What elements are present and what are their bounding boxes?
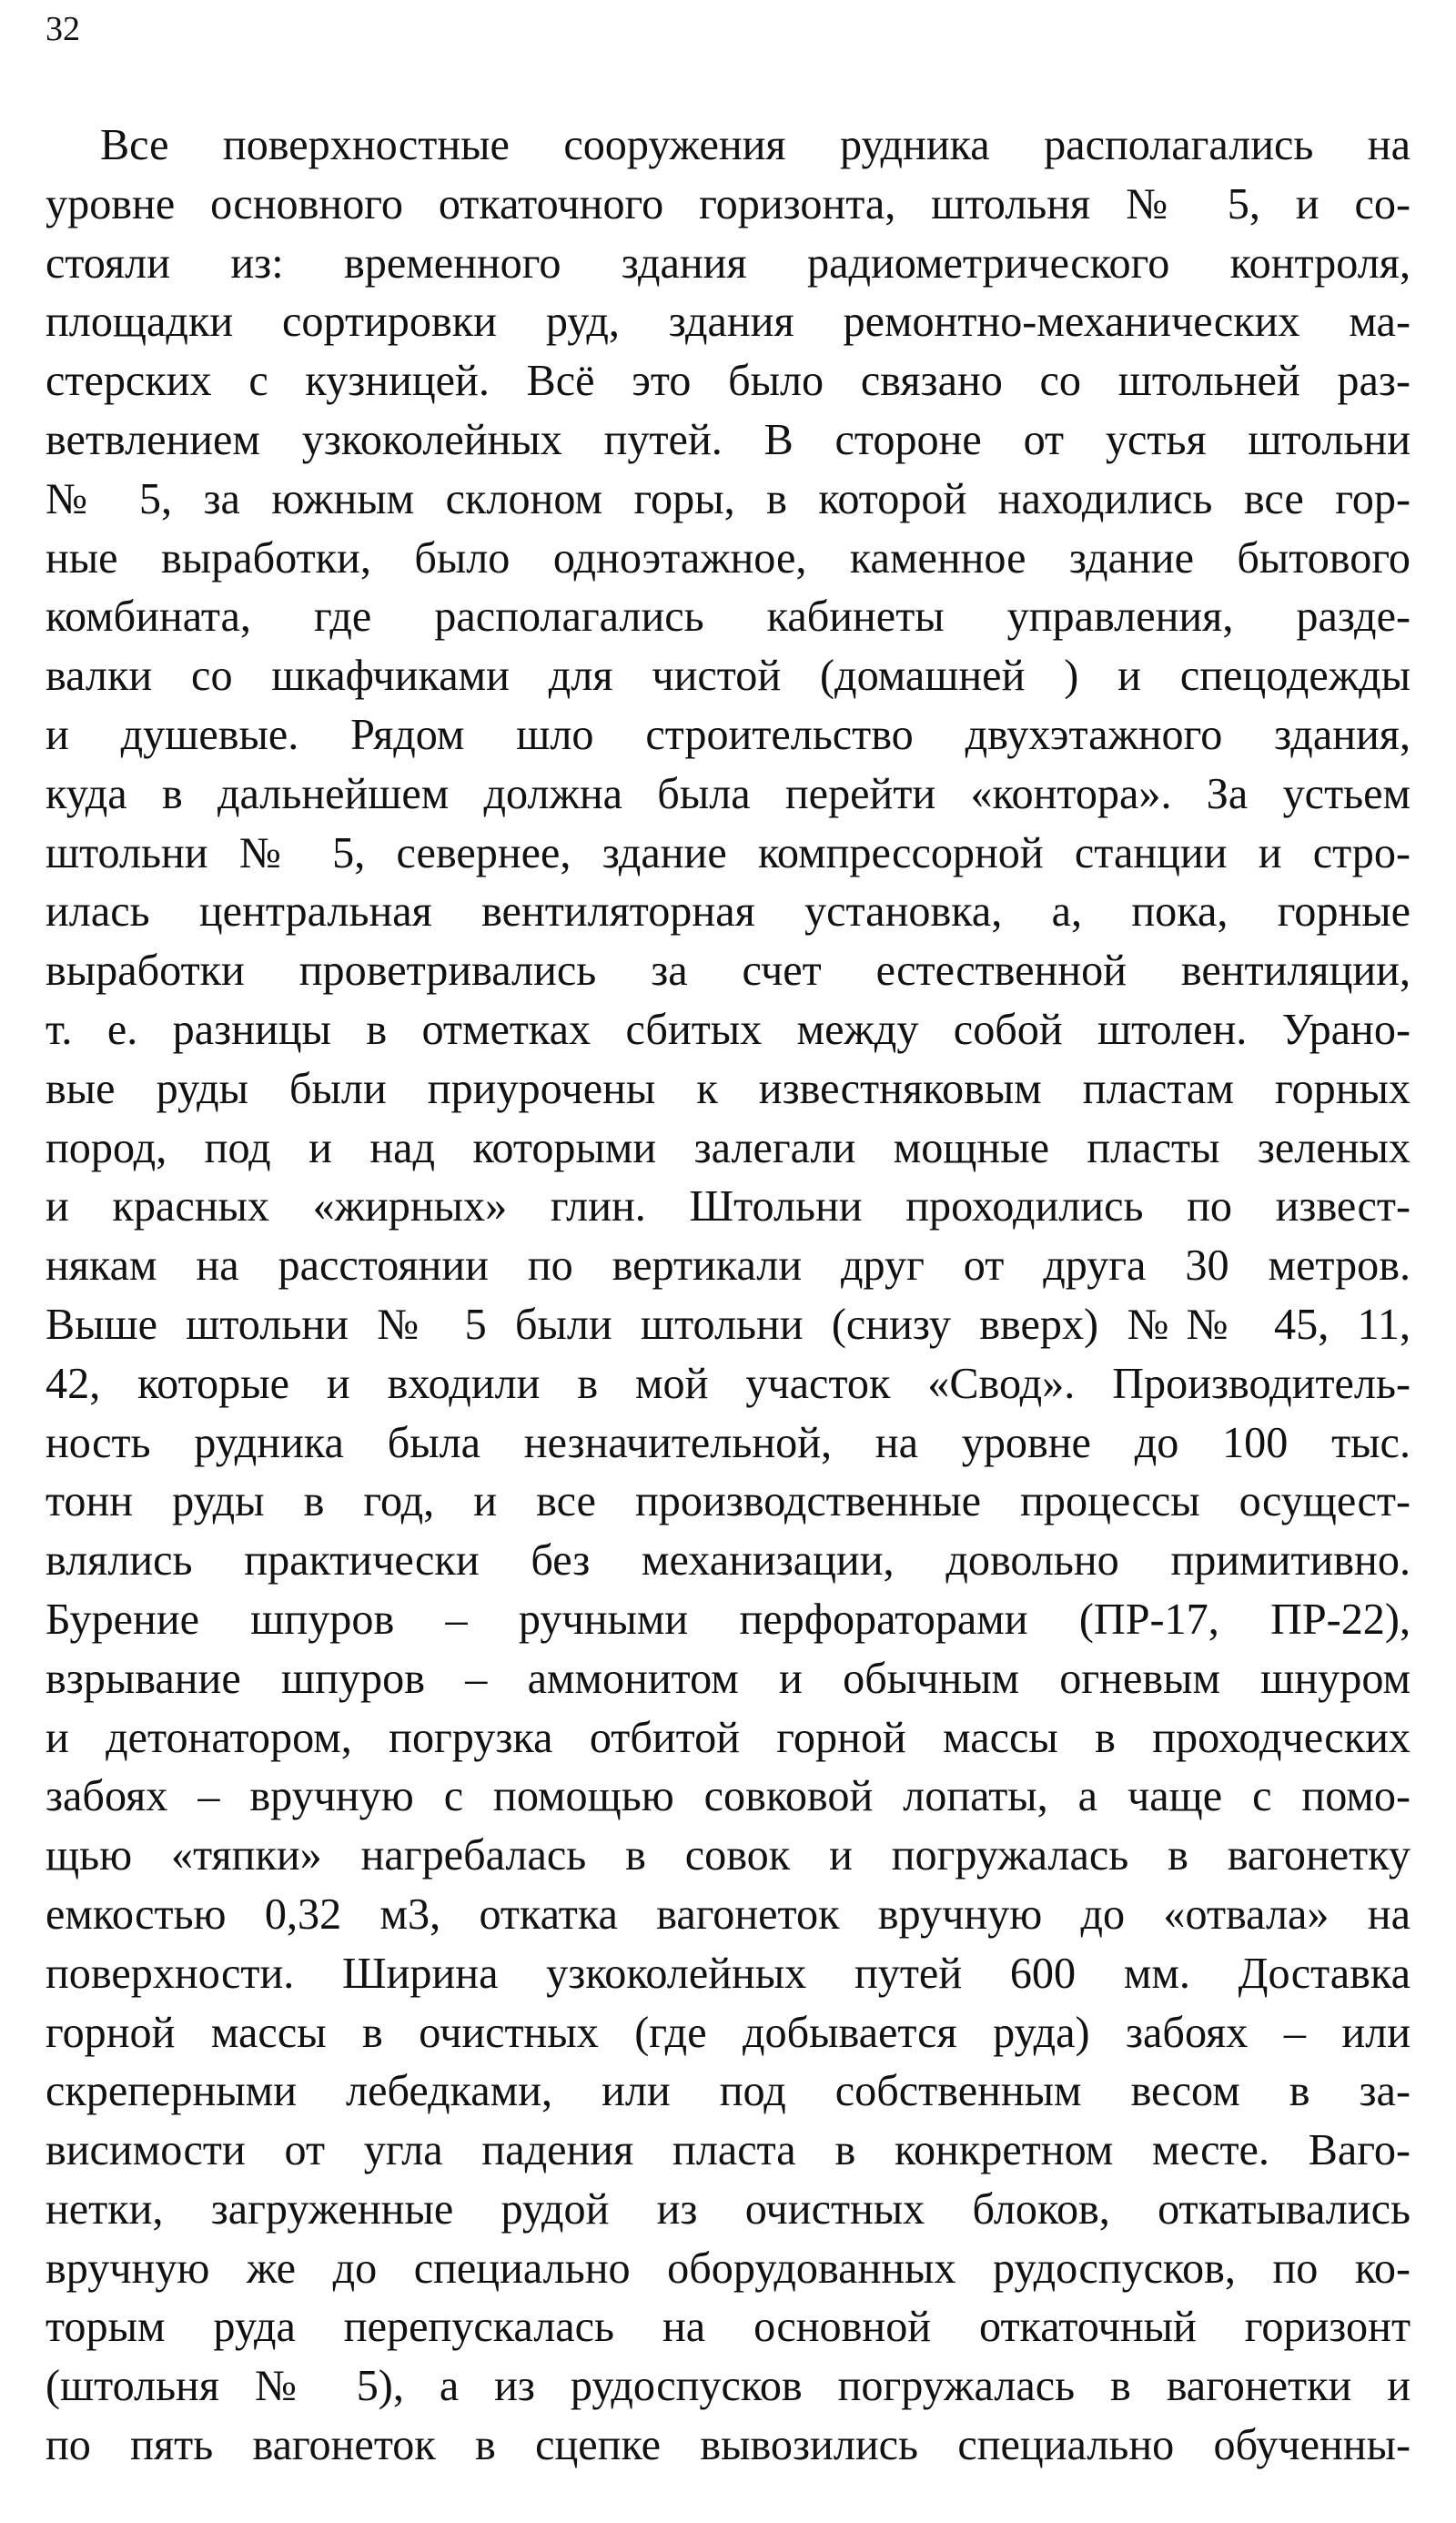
text-line: ные выработки, было одноэтажное, каменное здание бытового bbox=[46, 533, 1410, 583]
text-line: някам на расстоянии по вертикали друг от друга 30 метров. bbox=[46, 1241, 1410, 1291]
text-line: комбината, где располагались кабинеты управления, разде- bbox=[46, 593, 1410, 642]
text-line: и красных «жирных» глин. Штольни проходились по извест- bbox=[46, 1182, 1410, 1231]
text-line: нетки, загруженные рудой из очистных блоков, откатывались bbox=[46, 2184, 1410, 2234]
text-line: емкостью 0,32 м3, откатка вагонеток вручную до «отвала» на bbox=[46, 1890, 1410, 1939]
text-line: (штольня № 5), а из рудоспусков погружалась в вагонетки и bbox=[46, 2362, 1410, 2411]
text-line: взрывание шпуров – аммонитом и обычным огневым шнуром bbox=[46, 1654, 1410, 1703]
text-line: площадки сортировки руд, здания ремонтно-механических ма- bbox=[46, 298, 1410, 347]
text-line: щью «тяпки» нагребалась в совок и погружалась в вагонетку bbox=[46, 1831, 1410, 1880]
text-line: ность рудника была незначительной, на уровне до 100 тыс. bbox=[46, 1418, 1410, 1467]
text-line: Бурение шпуров – ручными перфораторами (ПР-17, ПР-22), bbox=[46, 1595, 1410, 1644]
text-line: 42, которые и входили в мой участок «Свод». Производитель- bbox=[46, 1359, 1410, 1408]
text-line: выработки проветривались за счет естественной вентиляции, bbox=[46, 947, 1410, 996]
text-line: Выше штольни № 5 были штольни (снизу вверх) №№ 45, 11, bbox=[46, 1300, 1410, 1349]
text-line: скреперными лебедками, или под собственным весом в за- bbox=[46, 2067, 1410, 2116]
text-line: вручную же до специально оборудованных рудоспусков, по ко- bbox=[46, 2244, 1410, 2293]
text-line: и детонатором, погрузка отбитой горной массы в проходческих bbox=[46, 1713, 1410, 1762]
text-line: т. е. разницы в отметках сбитых между собой штолен. Урано- bbox=[46, 1005, 1410, 1054]
text-line: пород, под и над которыми залегали мощные пласты зеленых bbox=[46, 1123, 1410, 1172]
text-line: № 5, за южным склоном горы, в которой находились все гор- bbox=[46, 474, 1410, 523]
text-line: штольни № 5, севернее, здание компрессорной станции и стро- bbox=[46, 828, 1410, 877]
text-line: ветвлением узкоколейных путей. В стороне от устья штольни bbox=[46, 415, 1410, 464]
text-line: илась центральная вентиляторная установка, а, пока, горные bbox=[46, 887, 1410, 937]
text-line: по пять вагонеток в сцепке вывозились специально обученны- bbox=[46, 2421, 1410, 2470]
text-line: горной массы в очистных (где добывается руда) забоях – или bbox=[46, 2008, 1410, 2057]
text-line: висимости от угла падения пласта в конкретном месте. Ваго- bbox=[46, 2126, 1410, 2175]
text-line: валки со шкафчиками для чистой (домашней ) и спецодежды bbox=[46, 652, 1410, 701]
text-line: поверхности. Ширина узкоколейных путей 600 мм. Доставка bbox=[46, 1949, 1410, 1998]
text-line: влялись практически без механизации, довольно примитивно. bbox=[46, 1536, 1410, 1586]
text-line: и душевые. Рядом шло строительство двухэтажного здания, bbox=[46, 710, 1410, 759]
text-line: тонн руды в год, и все производственные процессы осущест- bbox=[46, 1477, 1410, 1526]
page-number: 32 bbox=[46, 10, 80, 48]
text-line: куда в дальнейшем должна была перейти «контора». За устьем bbox=[46, 769, 1410, 818]
body-text bbox=[46, 117, 1410, 2476]
text-line: торым руда перепускалась на основной откаточный горизонт bbox=[46, 2303, 1410, 2352]
text-line: стерских с кузницей. Всё это было связано со штольней раз- bbox=[46, 357, 1410, 406]
text-line: Все поверхностные сооружения рудника располагались на bbox=[100, 121, 1410, 169]
text-line: вые руды были приурочены к известняковым пластам горных bbox=[46, 1064, 1410, 1113]
text-line: стояли из: временного здания радиометрического контроля, bbox=[46, 238, 1410, 288]
text-line: забоях – вручную с помощью совковой лопаты, а чаще с помо- bbox=[46, 1772, 1410, 1821]
text-line: уровне основного откаточного горизонта, штольня № 5, и со- bbox=[46, 179, 1410, 228]
